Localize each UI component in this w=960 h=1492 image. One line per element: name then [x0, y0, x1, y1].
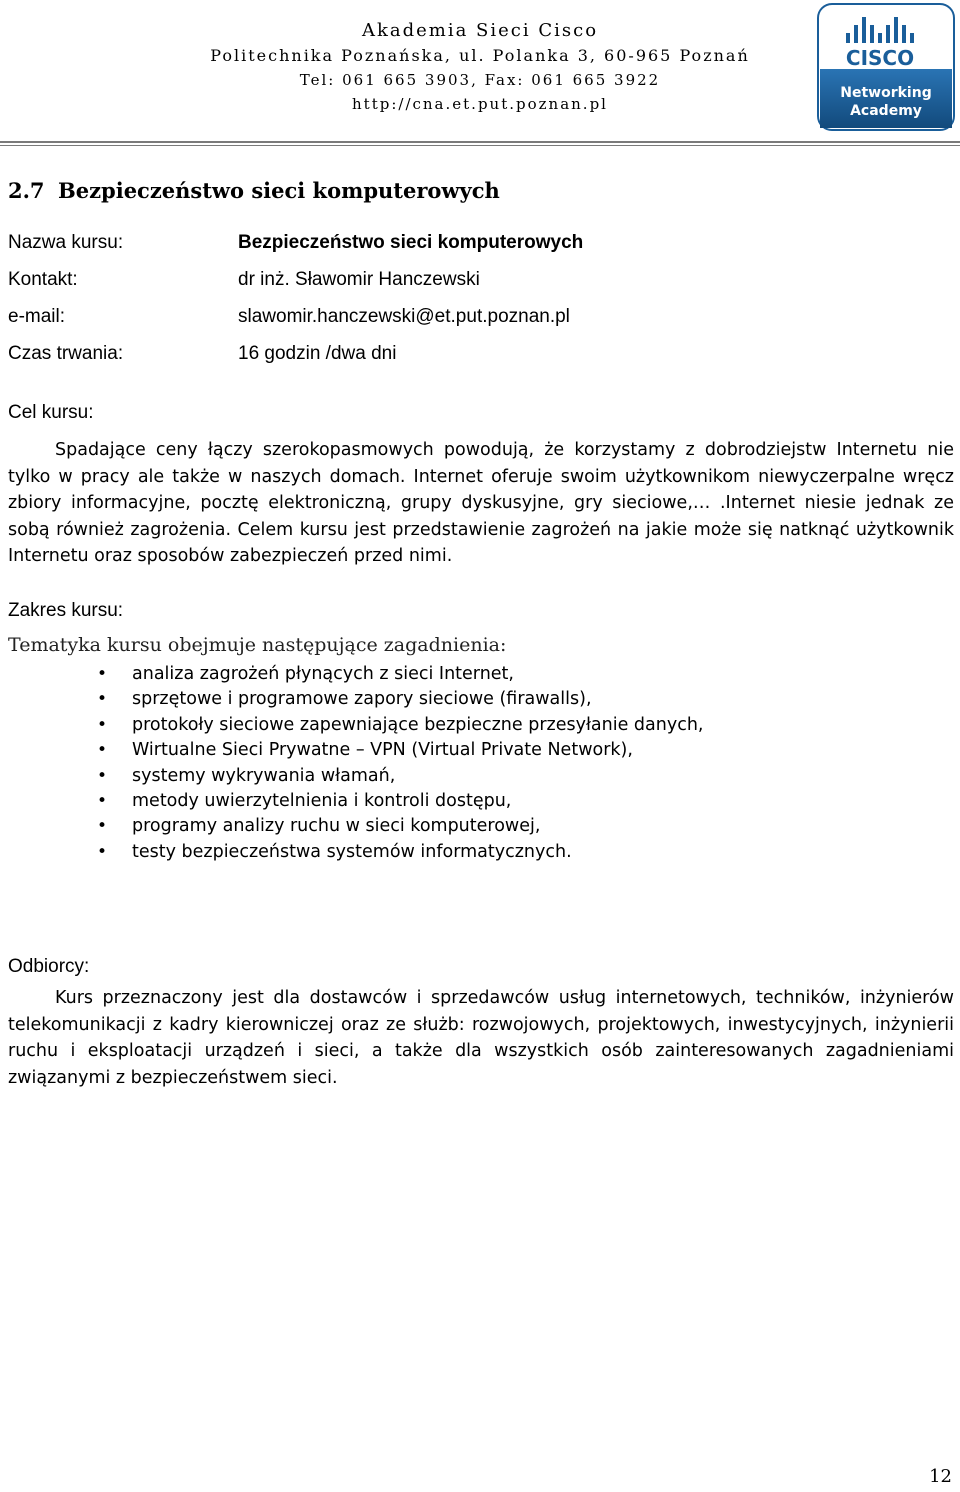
header-rule-thin: [0, 145, 960, 146]
bullet-icon: •: [97, 714, 108, 735]
bullet-icon: •: [97, 841, 108, 862]
page-number: 12: [929, 1466, 952, 1487]
course-duration: 16 godzin /dwa dni: [238, 342, 397, 364]
scope-intro: Tematyka kursu obejmuje następujące zagadnienia:: [8, 634, 507, 656]
audience-label: Odbiorcy:: [8, 956, 90, 977]
info-row-name: [8, 224, 583, 261]
info-row-contact: [8, 261, 583, 298]
bullet-icon: •: [97, 689, 108, 710]
section-title: Bezpieczeństwo sieci komputerowych: [58, 178, 500, 203]
logo-line1: Networking: [840, 85, 932, 101]
bullet-icon: •: [97, 816, 108, 837]
course-info: [8, 224, 583, 372]
contact-email: slawomir.hanczewski@et.put.poznan.pl: [238, 305, 570, 327]
header-phone-fax: Tel: 061 665 3903, Fax: 061 665 3922: [299, 71, 661, 89]
bullet-icon: •: [97, 740, 108, 761]
list-item: • metody uwierzytelnienia i kontroli dostępu,: [94, 789, 703, 814]
list-item: • programy analizy ruchu w sieci komputerowej,: [94, 814, 703, 839]
contact-name: dr inż. Sławomir Hanczewski: [238, 268, 480, 290]
section-heading: [8, 178, 500, 203]
info-label: Nazwa kursu:: [8, 231, 124, 253]
audience-paragraph: [8, 985, 954, 1091]
logo-brand: CISCO: [845, 46, 915, 70]
cisco-networking-academy-logo: [817, 3, 955, 131]
goal-text: Spadające ceny łączy szerokopasmowych powodują, że korzystamy z dobrodziejstw Internetu nie tylko w pracy ale także w naszych domach. Internet oferuje swoim użytkownikom niewyczerpalne wręcz zbiory informacyjne, pocztę elektroniczną, grupy dyskusyjne, gry sieciowe,… .Internet niesie jednak ze sobą również zagrożenia. Celem kursu jest przedstawienie zagrożeń na jakie może się natknąć użytkownik Internetu oraz sposobów zabezpieczeń przed nimi.: [8, 440, 954, 566]
list-item: • testy bezpieczeństwa systemów informatycznych.: [94, 840, 703, 865]
list-item: • analiza zagrożeń płynących z sieci Internet,: [94, 662, 703, 687]
section-number: 2.7: [8, 178, 45, 203]
info-label: e-mail:: [8, 305, 66, 327]
header-url: http://cna.et.put.poznan.pl: [352, 95, 608, 113]
bullet-icon: •: [97, 765, 108, 786]
list-item: • Wirtualne Sieci Prywatne – VPN (Virtual Private Network),: [94, 738, 703, 763]
course-name: Bezpieczeństwo sieci komputerowych: [238, 231, 584, 253]
goal-paragraph: [8, 437, 954, 570]
topics-list: [94, 662, 703, 865]
list-item: • sprzętowe i programowe zapory sieciowe (firawalls),: [94, 687, 703, 712]
goal-label: Cel kursu:: [8, 402, 94, 423]
header-organization: Akademia Sieci Cisco: [361, 20, 599, 41]
logo-line2: Academy: [850, 103, 922, 119]
bullet-icon: •: [97, 664, 108, 684]
info-row-duration: [8, 335, 583, 372]
info-label: Czas trwania:: [8, 342, 124, 364]
letterhead: [150, 18, 810, 116]
audience-text: Kurs przeznaczony jest dla dostawców i sprzedawców usług internetowych, techników, inżynierów telekomunikacji z kadry kierowniczej oraz ze służb: rozwojowych, projektowych, inwestycyjnych, inżynierii ruchu i eksploatacji urządzeń i sieci, a także dla wszystkich osób zainteresowanych zagadnieniami związanymi z bezpieczeństwem sieci.: [8, 988, 954, 1088]
header-address: Politechnika Poznańska, ul. Polanka 3, 60-965 Poznań: [210, 46, 750, 65]
list-item: • systemy wykrywania włamań,: [94, 764, 703, 789]
header-rule: [0, 141, 960, 143]
scope-label: Zakres kursu:: [8, 600, 124, 621]
bullet-icon: •: [97, 790, 108, 811]
info-row-email: [8, 298, 583, 335]
list-item: • protokoły sieciowe zapewniające bezpieczne przesyłanie danych,: [94, 713, 703, 738]
info-label: Kontakt:: [8, 268, 78, 290]
